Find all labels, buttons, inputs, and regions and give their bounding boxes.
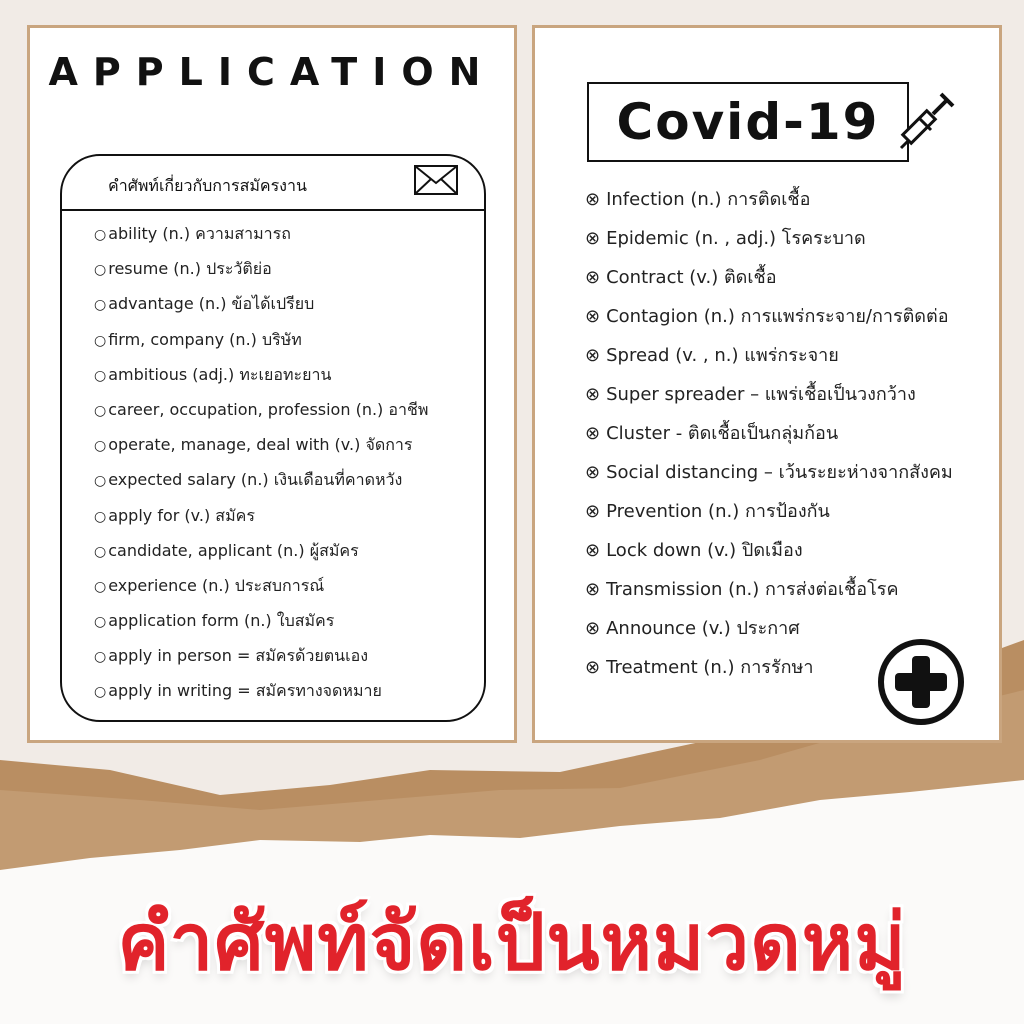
vocab-header-text: คำศัพท์เกี่ยวกับการสมัครงาน xyxy=(108,176,307,195)
list-item: ○ ambitious (adj.) ทะเยอทะยาน xyxy=(94,364,332,384)
covid-list xyxy=(585,180,953,687)
list-item: ⊗ Contagion (n.) การแพร่กระจาย/การติดต่อ xyxy=(585,306,949,327)
covid-card xyxy=(532,25,1002,743)
list-item: ○ apply for (v.) สมัคร xyxy=(94,505,255,525)
list-item: ○ resume (n.) ประวัติย่อ xyxy=(94,259,272,279)
list-item: ○ apply in person = สมัครด้วยตนเอง xyxy=(94,646,369,666)
covid-title-box xyxy=(587,82,909,162)
list-item: ○ application form (n.) ใบสมัคร xyxy=(94,611,335,631)
plus-circle-icon xyxy=(877,638,965,726)
list-item: ⊗ Prevention (n.) การป้องกัน xyxy=(585,501,830,522)
list-item: ⊗ Contract (v.) ติดเชื้อ xyxy=(585,267,777,288)
list-item: ○ advantage (n.) ข้อได้เปรียบ xyxy=(94,294,315,314)
covid-title: Covid-19 xyxy=(616,93,880,151)
list-item: ⊗ Spread (v. , n.) แพร่กระจาย xyxy=(585,345,839,366)
list-item: ⊗ Treatment (n.) การรักษา xyxy=(585,657,814,678)
banner-title: คำศัพท์จัดเป็นหมวดหมู่ xyxy=(117,898,907,988)
list-item: ○ experience (n.) ประสบการณ์ xyxy=(94,575,325,595)
list-item: ⊗ Transmission (n.) การส่งต่อเชื้อโรค xyxy=(585,579,899,600)
list-item: ○ operate, manage, deal with (v.) จัดการ xyxy=(94,435,413,455)
list-item: ⊗ Lock down (v.) ปิดเมือง xyxy=(585,540,803,561)
application-card xyxy=(27,25,517,743)
list-item: ⊗ Social distancing – เว้นระยะห่างจากสังคม xyxy=(585,462,953,483)
list-item: ⊗ Cluster - ติดเชื้อเป็นกลุ่มก้อน xyxy=(585,423,839,444)
list-item: ⊗ Infection (n.) การติดเชื้อ xyxy=(585,189,811,210)
syringe-icon xyxy=(897,88,959,152)
list-item: ○ career, occupation, profession (n.) อาชีพ xyxy=(94,399,429,419)
list-item: ○ ability (n.) ความสามารถ xyxy=(94,224,291,243)
envelope-icon xyxy=(414,165,458,195)
vocab-box xyxy=(60,154,486,722)
list-item: ○ candidate, applicant (n.) ผู้สมัคร xyxy=(94,540,359,560)
list-item: ○ firm, company (n.) บริษัท xyxy=(94,329,302,349)
vocab-list xyxy=(94,216,428,709)
application-title: APPLICATION xyxy=(48,50,496,94)
vocab-header xyxy=(62,156,484,211)
list-item: ⊗ Announce (v.) ประกาศ xyxy=(585,618,800,639)
list-item: ⊗ Epidemic (n. , adj.) โรคระบาด xyxy=(585,228,866,249)
list-item: ⊗ Super spreader – แพร่เชื้อเป็นวงกว้าง xyxy=(585,384,916,405)
list-item: ○ apply in writing = สมัครทางจดหมาย xyxy=(94,681,382,701)
list-item: ○ expected salary (n.) เงินเดือนที่คาดหวัง xyxy=(94,470,403,490)
